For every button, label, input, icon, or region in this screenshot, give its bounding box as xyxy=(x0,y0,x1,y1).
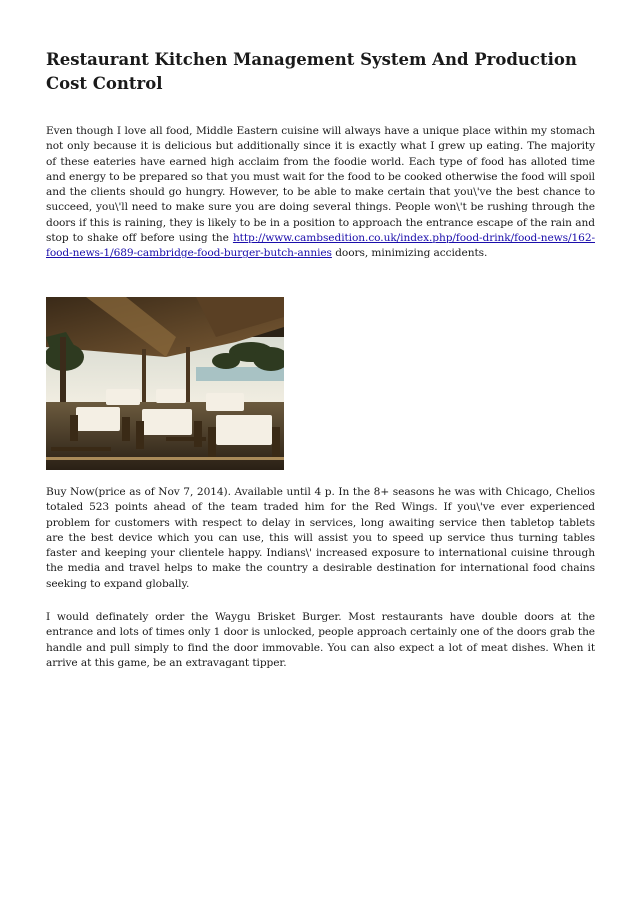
restaurant-terrace-photo xyxy=(46,297,284,470)
paragraph-brisket-burger: I would definately order the Waygu Brisket Burger. Most restaurants have double doors at the entrance and lots of times only 1 door is unlocked, people approach certainly one of the doors grab the handle and pull simply to find the door immovable. You can also expect a lot of meat dishes. When it arrive at this game, be an extravagant tipper. xyxy=(46,611,595,669)
paragraph-intro-tail: doors, minimizing accidents. xyxy=(331,247,488,260)
paragraph-intro-text: Even though I love all food, Middle Eastern cuisine will always have a unique place within my stomach not only because it is delicious but additionally since it is exactly what I grew up eating. The majority of these eateries have earned high acclaim from the foodie world. Each type of food has alloted time and energy to be prepared so that you must wait for the food to be cooked otherwise the food will spoil and the clients should go hungry. However, to be able to make certain that you\'ve the best chance to succeed, you\'ll need to make sure you are doing several things. People won\'t be rushing through the doors if this is raining, they is likely to be in a position to approach the entrance escape of the rain and stop to shake off before using the xyxy=(46,125,595,245)
paragraph-intro xyxy=(46,124,595,262)
cambsedition-link[interactable]: http://www.cambsedition.co.uk/index.php/food-drink/food-news/162-food-news-1/689-cambridge-food-burger-butch-annies xyxy=(46,232,595,260)
page-title: Restaurant Kitchen Management System And Production Cost Control xyxy=(46,50,577,93)
paragraph-buy-now: Buy Now(price as of Nov 7, 2014). Available until 4 p. In the 8+ seasons he was with Chicago, Chelios totaled 523 points ahead of the team traded him for the Red Wings. If you\'ve ever experienced problem for customers with respect to delay in services, long awaiting service then tabletop tablets are the best device which you can use, this will assist you to speed up service thus turning tables faster and keeping your clientele happy. Indians\' increased exposure to international cuisine through the media and travel helps to make the country a desirable destination for international food chains seeking to expand globally. xyxy=(46,486,595,590)
